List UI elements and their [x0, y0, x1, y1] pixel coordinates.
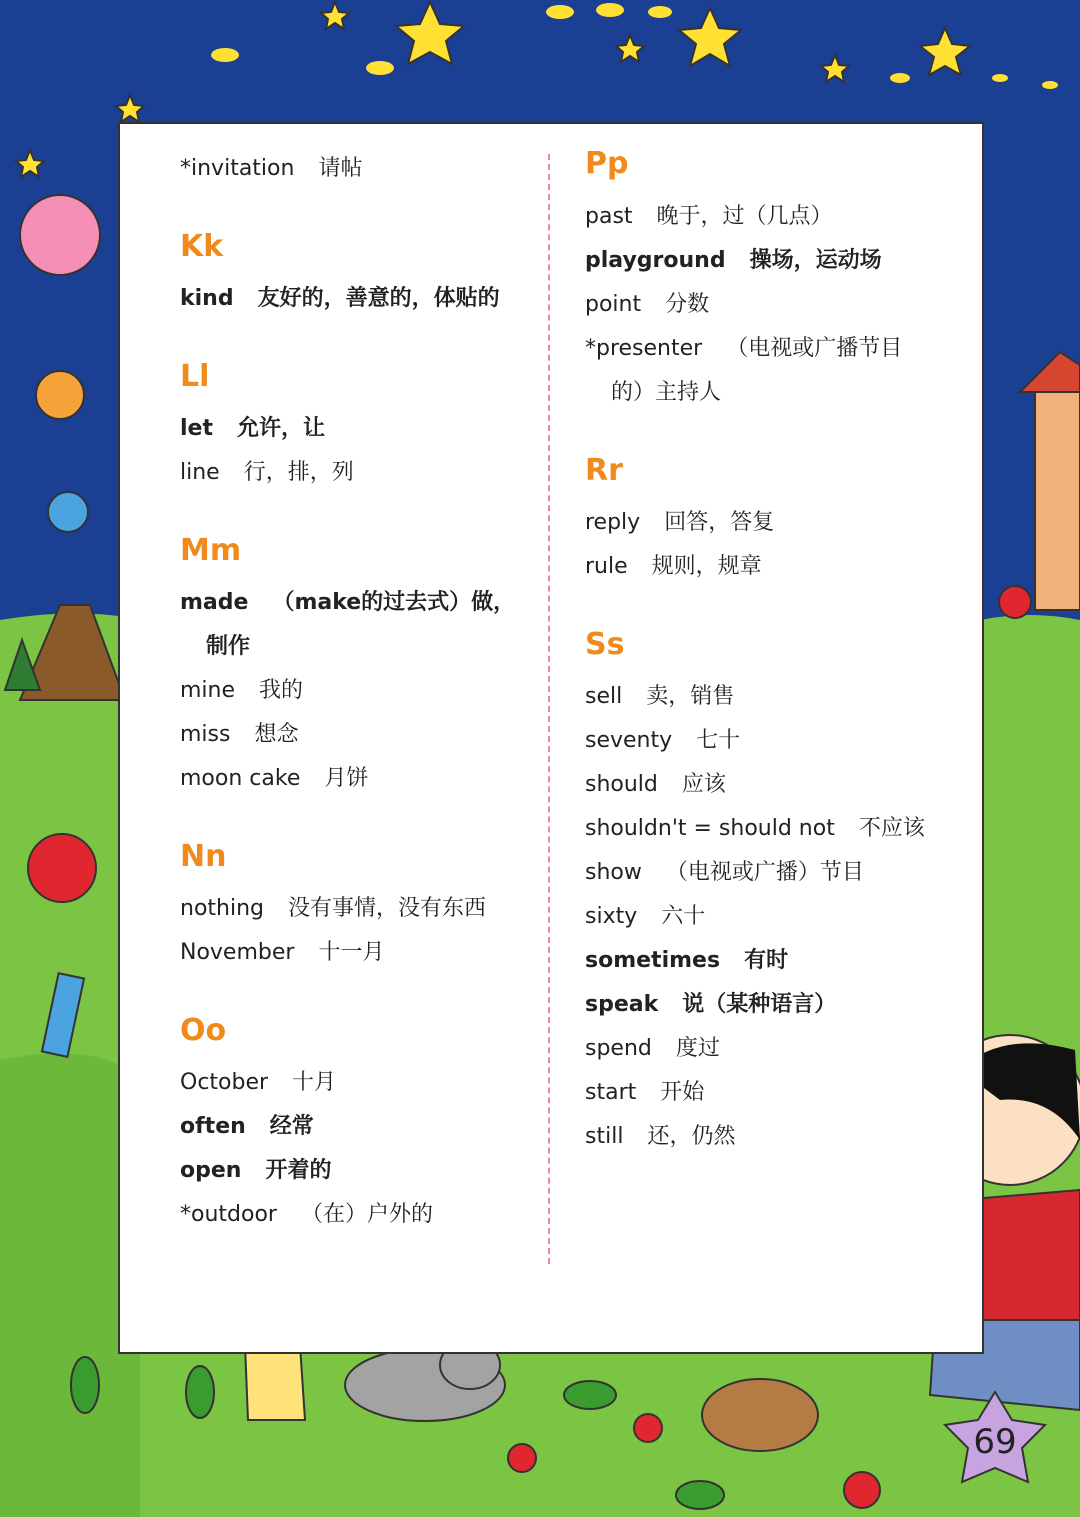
column-divider — [548, 154, 550, 1264]
vocab-meaning: 晚于，过（几点） — [656, 204, 833, 229]
vocab-word: *presenter — [585, 336, 703, 361]
vocab-entry — [180, 720, 298, 750]
vocab-word: start — [585, 1080, 637, 1105]
vocab-word: point — [585, 292, 642, 317]
section-letter-nn: Nn — [180, 839, 227, 874]
vocab-word: shouldn't = should not — [585, 816, 835, 841]
vocab-word: October — [180, 1070, 269, 1095]
vocab-entry — [180, 894, 486, 924]
vocab-word: often — [180, 1114, 246, 1139]
vocab-meaning: 不应该 — [858, 816, 925, 841]
vocab-word: sell — [585, 684, 623, 709]
vocab-word: spend — [585, 1036, 652, 1061]
vocab-word: let — [180, 416, 213, 441]
vocab-meaning: 十一月 — [318, 940, 385, 965]
vocab-entry — [585, 1078, 704, 1108]
vocab-meaning: 六十 — [661, 904, 706, 929]
section-letter-mm: Mm — [180, 533, 242, 568]
vocab-meaning: （make的过去式）做， — [272, 590, 516, 615]
vocab-meaning: 开着的 — [265, 1158, 332, 1183]
vocab-entry — [585, 1034, 720, 1064]
vocab-entry — [180, 1200, 433, 1230]
vocab-meaning: 应该 — [681, 772, 726, 797]
vocab-meaning: 友好的，善意的，体贴的 — [257, 286, 500, 311]
vocab-entry-continuation — [206, 632, 250, 662]
vocab-meaning: 规则，规章 — [651, 554, 762, 579]
vocab-meaning: 七十 — [696, 728, 741, 753]
vocab-meaning: 制作 — [206, 634, 251, 659]
section-letter-pp: Pp — [585, 146, 629, 181]
vocab-meaning: （电视或广播）节目 — [665, 860, 864, 885]
vocab-entry — [180, 1112, 314, 1142]
vocab-word: still — [585, 1124, 624, 1149]
vocab-meaning: （电视或广播节目 — [726, 336, 903, 361]
vocab-meaning: （在）户外的 — [300, 1202, 433, 1227]
vocab-word: *outdoor — [180, 1202, 277, 1227]
vocab-entry — [585, 1122, 735, 1152]
vocab-word: show — [585, 860, 642, 885]
vocab-meaning: 经常 — [269, 1114, 314, 1139]
vocabulary-panel — [118, 122, 984, 1354]
vocab-entry — [180, 284, 500, 314]
vocab-entry — [585, 814, 925, 844]
vocab-meaning: 没有事情，没有东西 — [288, 896, 487, 921]
vocab-entry — [585, 770, 726, 800]
vocab-word: should — [585, 772, 658, 797]
page-number-badge — [945, 1390, 1045, 1490]
vocab-meaning: 还，仍然 — [647, 1124, 736, 1149]
vocab-meaning: 想念 — [254, 722, 299, 747]
section-letter-ll: Ll — [180, 359, 210, 394]
vocab-meaning: 我的 — [259, 678, 304, 703]
vocab-entry — [180, 588, 515, 618]
vocab-entry — [180, 1156, 331, 1186]
vocab-meaning: 开始 — [660, 1080, 705, 1105]
vocab-word: moon cake — [180, 766, 301, 791]
vocab-meaning: 行，排，列 — [243, 460, 354, 485]
vocab-entry — [585, 334, 902, 364]
vocab-entry — [180, 676, 303, 706]
vocab-meaning: 度过 — [675, 1036, 720, 1061]
vocab-word: open — [180, 1158, 242, 1183]
section-letter-oo: Oo — [180, 1013, 227, 1048]
vocab-entry — [180, 764, 368, 794]
vocab-word: rule — [585, 554, 628, 579]
vocab-entry — [585, 552, 762, 582]
vocab-entry — [585, 902, 705, 932]
vocab-meaning: 分数 — [665, 292, 710, 317]
vocab-entry-continuation — [611, 378, 721, 408]
vocab-entry — [585, 858, 864, 888]
vocab-meaning: 回答，答复 — [664, 510, 775, 535]
vocab-word: speak — [585, 992, 659, 1017]
vocab-word: nothing — [180, 896, 264, 921]
vocab-word: playground — [585, 248, 726, 273]
vocab-meaning: 允许，让 — [236, 416, 325, 441]
vocab-entry — [585, 946, 788, 976]
vocab-word: made — [180, 590, 249, 615]
vocab-entry — [180, 938, 384, 968]
vocab-word: miss — [180, 722, 231, 747]
vocab-meaning: 卖，销售 — [646, 684, 735, 709]
page-number: 69 — [973, 1422, 1017, 1462]
vocab-entry — [585, 682, 734, 712]
vocab-entry — [585, 508, 774, 538]
vocab-meaning: 月饼 — [324, 766, 369, 791]
vocab-word: sixty — [585, 904, 638, 929]
vocab-word: reply — [585, 510, 641, 535]
vocab-word: seventy — [585, 728, 673, 753]
vocab-word: sometimes — [585, 948, 721, 973]
vocab-meaning: 说（某种语言） — [682, 992, 837, 1017]
vocab-word: kind — [180, 286, 234, 311]
vocab-meaning: 请帖 — [318, 156, 363, 181]
vocab-entry — [585, 202, 833, 232]
vocab-entry — [585, 726, 740, 756]
vocab-entry — [180, 154, 362, 184]
vocab-word: line — [180, 460, 220, 485]
vocab-meaning: 十月 — [292, 1070, 337, 1095]
vocab-entry — [585, 246, 882, 276]
vocab-word: mine — [180, 678, 236, 703]
section-letter-kk: Kk — [180, 229, 224, 264]
vocab-entry — [180, 1068, 336, 1098]
vocab-word: *invitation — [180, 156, 295, 181]
vocab-word: past — [585, 204, 633, 229]
vocab-entry — [585, 990, 836, 1020]
vocab-entry — [585, 290, 709, 320]
vocab-meaning: 的）主持人 — [611, 380, 722, 405]
vocab-entry — [180, 414, 325, 444]
section-letter-rr: Rr — [585, 453, 623, 488]
vocab-meaning: 有时 — [744, 948, 789, 973]
vocab-entry — [180, 458, 354, 488]
vocab-meaning: 操场，运动场 — [749, 248, 882, 273]
section-letter-ss: Ss — [585, 627, 625, 662]
vocab-word: November — [180, 940, 295, 965]
